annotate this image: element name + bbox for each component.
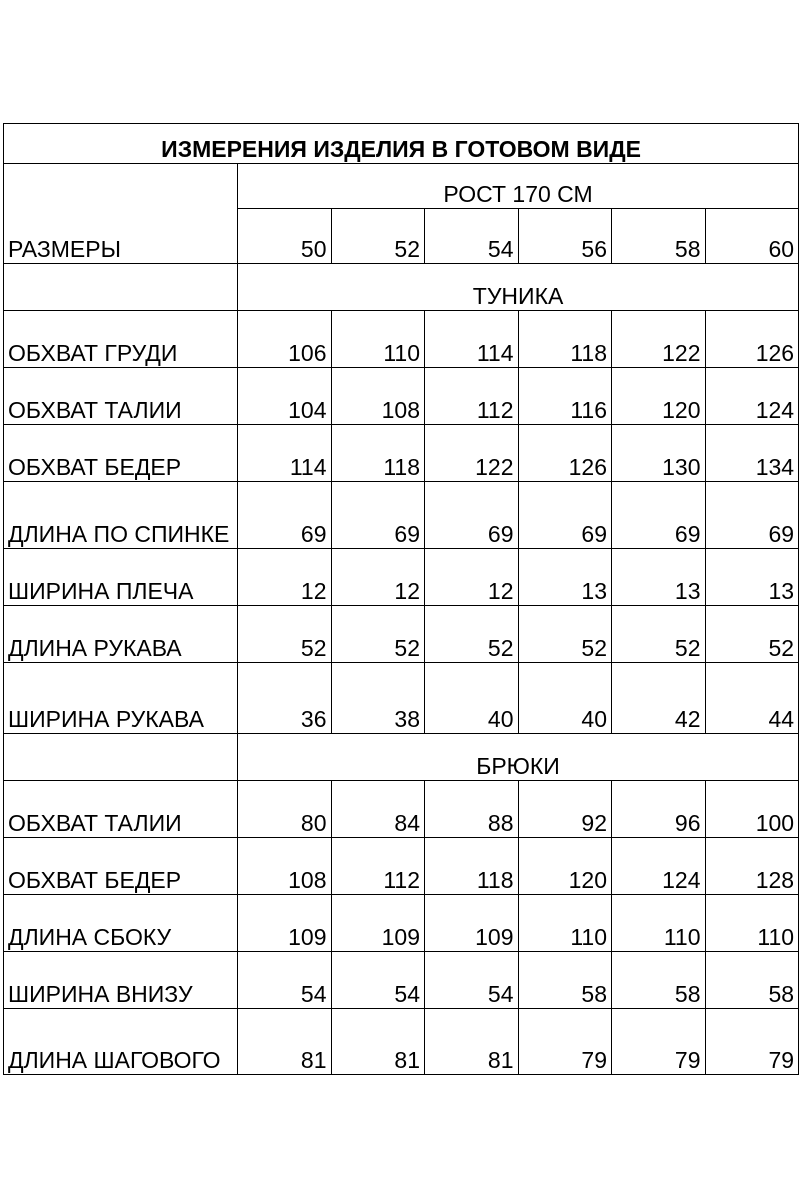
value-cell: 79 xyxy=(518,1009,612,1075)
value-cell: 124 xyxy=(705,368,799,425)
value-cell: 126 xyxy=(705,311,799,368)
table-row xyxy=(4,368,799,425)
section-label-pants: БРЮКИ xyxy=(238,734,799,781)
value-cell: 58 xyxy=(518,952,612,1009)
value-cell: 58 xyxy=(612,952,706,1009)
section-label-tunic: ТУНИКА xyxy=(238,264,799,311)
row-label: ОБХВАТ ТАЛИИ xyxy=(4,781,238,838)
value-cell: 134 xyxy=(705,425,799,482)
value-cell: 108 xyxy=(238,838,332,895)
value-cell: 54 xyxy=(238,952,332,1009)
row-label: ДЛИНА ПО СПИНКЕ xyxy=(4,482,238,549)
value-cell: 110 xyxy=(612,895,706,952)
height-label: РОСТ 170 СМ xyxy=(238,164,799,209)
value-cell: 54 xyxy=(425,952,519,1009)
value-cell: 69 xyxy=(331,482,425,549)
value-cell: 116 xyxy=(518,368,612,425)
value-cell: 79 xyxy=(705,1009,799,1075)
value-cell: 126 xyxy=(518,425,612,482)
row-label: ШИРИНА ВНИЗУ xyxy=(4,952,238,1009)
value-cell: 69 xyxy=(425,482,519,549)
table-row xyxy=(4,606,799,663)
value-cell: 122 xyxy=(425,425,519,482)
value-cell: 12 xyxy=(238,549,332,606)
table-row xyxy=(4,1009,799,1075)
value-cell: 109 xyxy=(238,895,332,952)
value-cell: 52 xyxy=(518,606,612,663)
value-cell: 96 xyxy=(612,781,706,838)
table-row xyxy=(4,425,799,482)
size-cell: 52 xyxy=(331,209,425,264)
value-cell: 122 xyxy=(612,311,706,368)
value-cell: 69 xyxy=(612,482,706,549)
size-cell: 60 xyxy=(705,209,799,264)
table-row xyxy=(4,482,799,549)
value-cell: 52 xyxy=(612,606,706,663)
value-cell: 112 xyxy=(425,368,519,425)
value-cell: 92 xyxy=(518,781,612,838)
value-cell: 36 xyxy=(238,663,332,734)
value-cell: 13 xyxy=(518,549,612,606)
value-cell: 13 xyxy=(612,549,706,606)
value-cell: 79 xyxy=(612,1009,706,1075)
value-cell: 84 xyxy=(331,781,425,838)
value-cell: 80 xyxy=(238,781,332,838)
section-row-tunic xyxy=(4,264,799,311)
size-cell: 54 xyxy=(425,209,519,264)
value-cell: 58 xyxy=(705,952,799,1009)
value-cell: 81 xyxy=(238,1009,332,1075)
value-cell: 52 xyxy=(425,606,519,663)
value-cell: 130 xyxy=(612,425,706,482)
table-title: ИЗМЕРЕНИЯ ИЗДЕЛИЯ В ГОТОВОМ ВИДЕ xyxy=(4,124,799,164)
value-cell: 118 xyxy=(425,838,519,895)
value-cell: 54 xyxy=(331,952,425,1009)
row-label: ОБХВАТ ГРУДИ xyxy=(4,311,238,368)
value-cell: 44 xyxy=(705,663,799,734)
value-cell: 104 xyxy=(238,368,332,425)
value-cell: 114 xyxy=(425,311,519,368)
value-cell: 108 xyxy=(331,368,425,425)
table-row xyxy=(4,663,799,734)
table-row xyxy=(4,895,799,952)
table-row xyxy=(4,549,799,606)
value-cell: 100 xyxy=(705,781,799,838)
height-row xyxy=(4,164,799,209)
size-cell: 58 xyxy=(612,209,706,264)
row-label: ДЛИНА СБОКУ xyxy=(4,895,238,952)
value-cell: 13 xyxy=(705,549,799,606)
row-label: ОБХВАТ ТАЛИИ xyxy=(4,368,238,425)
size-chart-table xyxy=(3,123,799,1075)
value-cell: 12 xyxy=(331,549,425,606)
sizes-label: РАЗМЕРЫ xyxy=(4,164,238,264)
value-cell: 112 xyxy=(331,838,425,895)
table-row xyxy=(4,952,799,1009)
value-cell: 81 xyxy=(425,1009,519,1075)
section-row-pants xyxy=(4,734,799,781)
value-cell: 110 xyxy=(331,311,425,368)
value-cell: 109 xyxy=(331,895,425,952)
row-label: ДЛИНА РУКАВА xyxy=(4,606,238,663)
row-label: ШИРИНА ПЛЕЧА xyxy=(4,549,238,606)
value-cell: 69 xyxy=(518,482,612,549)
value-cell: 118 xyxy=(331,425,425,482)
value-cell: 69 xyxy=(705,482,799,549)
value-cell: 110 xyxy=(705,895,799,952)
table-row xyxy=(4,838,799,895)
value-cell: 69 xyxy=(238,482,332,549)
table-row xyxy=(4,781,799,838)
value-cell: 40 xyxy=(518,663,612,734)
table-row xyxy=(4,311,799,368)
value-cell: 40 xyxy=(425,663,519,734)
value-cell: 120 xyxy=(612,368,706,425)
value-cell: 118 xyxy=(518,311,612,368)
row-label: ШИРИНА РУКАВА xyxy=(4,663,238,734)
value-cell: 120 xyxy=(518,838,612,895)
value-cell: 128 xyxy=(705,838,799,895)
row-label: ОБХВАТ БЕДЕР xyxy=(4,425,238,482)
value-cell: 42 xyxy=(612,663,706,734)
value-cell: 12 xyxy=(425,549,519,606)
value-cell: 52 xyxy=(331,606,425,663)
value-cell: 81 xyxy=(331,1009,425,1075)
value-cell: 106 xyxy=(238,311,332,368)
value-cell: 114 xyxy=(238,425,332,482)
row-label: ОБХВАТ БЕДЕР xyxy=(4,838,238,895)
value-cell: 52 xyxy=(238,606,332,663)
value-cell: 124 xyxy=(612,838,706,895)
value-cell: 88 xyxy=(425,781,519,838)
value-cell: 52 xyxy=(705,606,799,663)
section-blank-cell xyxy=(4,734,238,781)
size-cell: 50 xyxy=(238,209,332,264)
size-cell: 56 xyxy=(518,209,612,264)
value-cell: 110 xyxy=(518,895,612,952)
section-blank-cell xyxy=(4,264,238,311)
title-row xyxy=(4,124,799,164)
value-cell: 38 xyxy=(331,663,425,734)
value-cell: 109 xyxy=(425,895,519,952)
row-label: ДЛИНА ШАГОВОГО xyxy=(4,1009,238,1075)
